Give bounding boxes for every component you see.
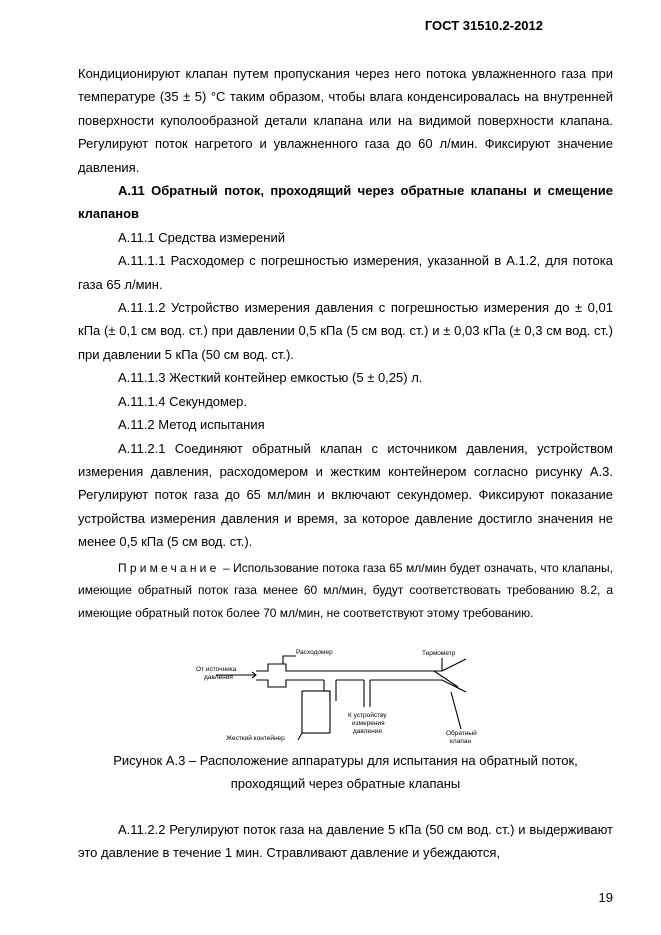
label-container: Жесткий контейнер	[226, 734, 285, 742]
section-heading: А.11 Обратный поток, проходящий через обратные клапаны и смещение клапанов	[78, 183, 613, 222]
note-text: – Использование потока газа 65 мл/мин будет означать, что клапаны, имеющие обратный поток газа менее 60 мл/мин, будут соответствовать требованию 8.2, а имеющие обратный поток более 70 мл/мин, не соответствуют этому требованию.	[78, 560, 613, 621]
paragraph-a11-2-2: А.11.2.2 Регулируют поток газа на давление 5 кПа (50 см вод. ст.) и выдерживают это давление в течение 1 мин. Стравливают давление и убеждаются,	[78, 821, 613, 861]
label-gauge-2: измерения	[352, 719, 385, 727]
document-header: ГОСТ 31510.2-2012	[424, 18, 543, 33]
label-valve-2: клапан	[450, 737, 472, 745]
note	[78, 557, 613, 625]
paragraph-a11-1: А.11.1 Средства измерений	[118, 229, 285, 245]
label-thermometer: Термометр	[422, 649, 456, 657]
label-gauge-1: К устройству	[348, 711, 387, 719]
apparatus-diagram	[196, 637, 496, 745]
paragraph-a11-1-4: А.11.1.4 Секундомер.	[118, 393, 248, 409]
paragraph-a11-1-3: А.11.1.3 Жесткий контейнер емкостью (5 ± 0,25) л.	[118, 370, 423, 386]
caption-line-1: Рисунок А.3 – Расположение аппаратуры для испытания на обратный поток,	[113, 752, 578, 768]
label-flowmeter: Расходомер	[296, 648, 333, 656]
paragraph-a11-1-1: А.11.1.1 Расходомер с погрешностью измерения, указанной в А.1.2, для потока газа 65 л/мин.	[78, 253, 613, 292]
label-gauge-3: давления	[353, 727, 382, 735]
figure-caption	[78, 749, 613, 796]
caption-line-2: проходящий через обратные клапаны	[230, 776, 461, 792]
paragraph-a11-2: А.11.2 Метод испытания	[118, 417, 265, 433]
page-number: 19	[598, 890, 613, 905]
label-source-2: давления	[204, 673, 233, 681]
paragraph-a11-2-1: А.11.2.1 Соединяют обратный клапан с источником давления, устройством измерения давления, расходомером и жестким контейнером согласно рисунку А.3. Регулируют поток газа до 65 мл/мин и включают секундомер. Фиксируют показание устройства измерения давления и время, за которое давление достигло значения не менее 0,5 кПа (5 см вод. ст.).	[78, 440, 613, 550]
label-source-1: От источника	[196, 665, 237, 673]
page-body	[78, 62, 613, 865]
paragraph-conditioning: Кондиционируют клапан путем пропускания через него потока увлажненного газа при температуре (35 ± 5) °С таким образом, чтобы влага конденсировалась на внутренней поверхности куполообразной детали клапана или на видимой поверхности клапана. Регулируют поток нагретого и увлажненного газа до 60 л/мин. Фиксируют значение давления.	[78, 66, 613, 175]
label-valve-1: Обратный	[446, 729, 477, 737]
note-label: Примечание	[118, 560, 220, 575]
figure-a3	[78, 637, 613, 747]
paragraph-a11-1-2: А.11.1.2 Устройство измерения давления с погрешностью измерения до ± 0,01 кПа (± 0,1 см вод. ст.) при давлении 0,5 кПа (5 см вод. ст.) и ± 0,03 кПа (± 0,3 см вод. ст.) при давлении 5 кПа (50 см вод. ст.).	[78, 300, 613, 362]
